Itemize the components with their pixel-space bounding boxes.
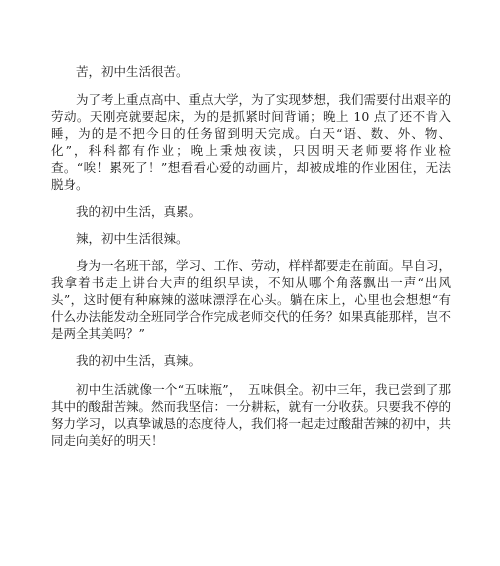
paragraph-tired-summary: 我的初中生活，真累。 [76, 204, 202, 219]
paragraph-spicy-summary: 我的初中生活，真辣。 [76, 353, 202, 368]
paragraph-class-leader: 身为一名班干部，学习、工作、劳动，样样都要走在前面。早自习，我拿着书走上讲台大声的组织早读，不知从哪个角落飘出一声“出风头”，这时便有种麻辣的滋味漂浮在心头。躺在床上，心里也会想想“有什么办法能发动全班同学合作完成老师交代的任务？如果真能那样，岂不是两全其美吗？” [51, 258, 452, 341]
paragraph-conclusion: 初中生活就像一个“五味瓶”， 五味俱全。初中三年，我已尝到了那其中的酸甜苦辣。然而我坚信：一分耕耘，就有一分收获。只要我不停的努力学习，以真挚诚恳的态度待人，我们将一起走过酸甜苦辣的初中，共同走向美好的明天！ [51, 382, 452, 448]
paragraph-study-hardship: 为了考上重点高中、重点大学，为了实现梦想，我们需要付出艰辛的劳动。天刚亮就要起床，为的是抓紧时间背诵；晚上 10 点了还不肯入睡，为的是不把今日的任务留到明天完成。白天“语、数、外、物、化”，科科都有作业；晚上秉烛夜读，只因明天老师要将作业检查。“唉！累死了！”想看看心爱的动画片，却被成堆的作业困住，无法脱身。 [51, 92, 452, 192]
paragraph-bitter-intro: 苦，初中生活很苦。 [76, 64, 189, 79]
document-page [51, 63, 451, 457]
paragraph-spicy-intro: 辣，初中生活很辣。 [76, 231, 189, 246]
